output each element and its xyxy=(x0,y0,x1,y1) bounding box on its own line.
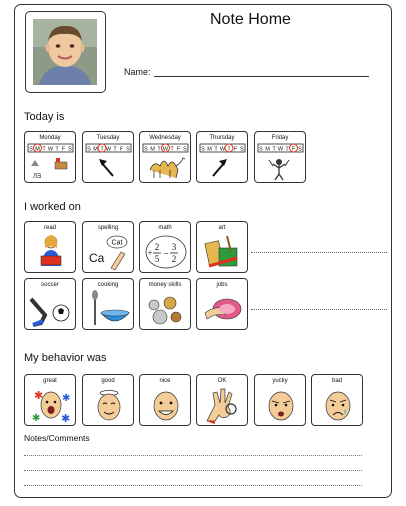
svg-text:S: S xyxy=(126,146,130,153)
worked-row2-write-line[interactable] xyxy=(251,309,387,310)
svg-text:F: F xyxy=(61,146,66,153)
activity-name: jobs xyxy=(216,282,228,288)
calendar-thursday-icon xyxy=(197,132,249,184)
ok-hand-icon xyxy=(197,375,249,427)
svg-text:S: S xyxy=(87,146,91,153)
svg-text:ЛƎ: ЛƎ xyxy=(33,174,41,180)
behavior-name: yucky xyxy=(272,378,288,384)
behavior-label: My behavior was xyxy=(24,352,107,364)
behavior-card-good[interactable] xyxy=(82,374,134,426)
cooking-icon xyxy=(83,279,135,331)
activity-name: money skills xyxy=(148,282,182,288)
day-card-wednesday[interactable] xyxy=(139,131,191,183)
svg-text:F: F xyxy=(119,146,124,153)
svg-text:T: T xyxy=(227,146,231,153)
student-photo xyxy=(33,19,97,85)
math-icon xyxy=(140,222,192,274)
svg-text:W: W xyxy=(47,146,54,153)
page-title: Note Home xyxy=(210,11,291,28)
name-write-line[interactable] xyxy=(154,76,369,77)
activity-name: spelling xyxy=(97,225,119,231)
reading-icon xyxy=(25,222,77,274)
spelling-bubble-text: Cat xyxy=(111,239,123,247)
activity-card-money-skills[interactable] xyxy=(139,278,191,330)
activity-card-read[interactable] xyxy=(24,221,76,273)
calendar-monday-icon xyxy=(25,132,77,184)
notes-line-1[interactable] xyxy=(24,455,362,456)
svg-text:T: T xyxy=(55,146,59,153)
calendar-wednesday-icon xyxy=(140,132,192,184)
soccer-icon xyxy=(25,279,77,331)
svg-text:+: + xyxy=(147,248,153,258)
notes-line-3[interactable] xyxy=(24,485,362,486)
behavior-name: bad xyxy=(331,378,342,384)
day-name: Thursday xyxy=(209,135,235,141)
svg-text:M: M xyxy=(93,146,98,153)
svg-text:W: W xyxy=(162,146,169,153)
name-label: Name: xyxy=(124,67,151,77)
svg-text:S: S xyxy=(298,146,302,153)
activity-name: art xyxy=(218,225,226,231)
day-name: Friday xyxy=(271,135,289,141)
svg-text:2: 2 xyxy=(154,242,160,252)
behavior-card-yucky[interactable] xyxy=(254,374,306,426)
svg-text:T: T xyxy=(42,146,46,153)
svg-text:T: T xyxy=(272,146,276,153)
svg-text:S: S xyxy=(68,146,72,153)
svg-text:F: F xyxy=(233,146,238,153)
day-name: Wednesday xyxy=(149,135,181,141)
notes-label: Notes/Comments xyxy=(24,433,90,443)
svg-text:✱: ✱ xyxy=(34,389,44,402)
activity-card-jobs[interactable] xyxy=(196,278,248,330)
behavior-name: great xyxy=(43,378,57,384)
svg-text:F: F xyxy=(291,146,296,153)
activity-card-spelling[interactable] xyxy=(82,221,134,273)
day-name: Monday xyxy=(39,135,61,141)
activity-card-math[interactable] xyxy=(139,221,191,273)
activity-name: math xyxy=(158,225,172,231)
day-card-friday[interactable] xyxy=(254,131,306,183)
activity-card-soccer[interactable] xyxy=(24,278,76,330)
yucky-face-icon xyxy=(255,375,307,427)
coins-icon xyxy=(140,279,192,331)
activity-name: read xyxy=(43,225,56,231)
svg-text:M: M xyxy=(150,146,155,153)
activity-name: cooking xyxy=(97,282,119,288)
today-label: Today is xyxy=(24,111,65,123)
svg-text:S: S xyxy=(144,146,148,153)
svg-text:2: 2 xyxy=(171,254,177,264)
behavior-name: good xyxy=(101,378,115,384)
worked-on-label: I worked on xyxy=(24,201,81,213)
behavior-card-ok[interactable] xyxy=(196,374,248,426)
svg-text:T: T xyxy=(157,146,161,153)
bad-face-icon xyxy=(312,375,364,427)
behavior-name: nice xyxy=(159,378,171,384)
good-face-icon xyxy=(83,375,135,427)
svg-text:S: S xyxy=(29,146,33,153)
svg-text:F: F xyxy=(176,146,181,153)
nice-face-icon xyxy=(140,375,192,427)
behavior-card-bad[interactable] xyxy=(311,374,363,426)
svg-text:T: T xyxy=(100,146,104,153)
behavior-card-nice[interactable] xyxy=(139,374,191,426)
activity-card-art[interactable] xyxy=(196,221,248,273)
svg-text:M: M xyxy=(35,146,40,153)
spelling-icon xyxy=(83,222,135,274)
svg-text:S: S xyxy=(201,146,205,153)
svg-text:T: T xyxy=(214,146,218,153)
svg-text:5: 5 xyxy=(154,254,160,264)
svg-text:T: T xyxy=(285,146,289,153)
svg-text:–: – xyxy=(163,248,169,258)
spelling-letters: Ca xyxy=(89,251,105,265)
cleaning-job-icon xyxy=(197,279,249,331)
calendar-tuesday-icon xyxy=(83,132,135,184)
svg-text:W: W xyxy=(219,146,226,153)
activity-card-cooking[interactable] xyxy=(82,278,134,330)
svg-text:W: W xyxy=(105,146,112,153)
student-photo-frame xyxy=(25,11,106,93)
svg-text:✱: ✱ xyxy=(62,393,71,404)
svg-text:✱: ✱ xyxy=(32,413,41,424)
day-card-monday[interactable] xyxy=(24,131,76,183)
art-supplies-icon xyxy=(197,222,249,274)
notes-line-2[interactable] xyxy=(24,470,362,471)
day-name: Tuesday xyxy=(96,135,120,141)
svg-text:S: S xyxy=(183,146,187,153)
worked-row1-write-line[interactable] xyxy=(251,252,387,253)
svg-text:3: 3 xyxy=(171,242,177,252)
svg-text:S: S xyxy=(259,146,263,153)
behavior-card-great[interactable] xyxy=(24,374,76,426)
activity-name: soccer xyxy=(41,282,59,288)
svg-text:T: T xyxy=(113,146,117,153)
great-face-icon xyxy=(25,375,77,427)
day-card-tuesday[interactable] xyxy=(82,131,134,183)
svg-text:✱: ✱ xyxy=(61,412,71,425)
svg-text:S: S xyxy=(240,146,244,153)
svg-text:M: M xyxy=(207,146,212,153)
behavior-name: OK xyxy=(217,378,227,384)
calendar-friday-icon xyxy=(255,132,307,184)
svg-text:M: M xyxy=(265,146,270,153)
day-card-thursday[interactable] xyxy=(196,131,248,183)
svg-text:T: T xyxy=(170,146,174,153)
svg-text:W: W xyxy=(277,146,284,153)
